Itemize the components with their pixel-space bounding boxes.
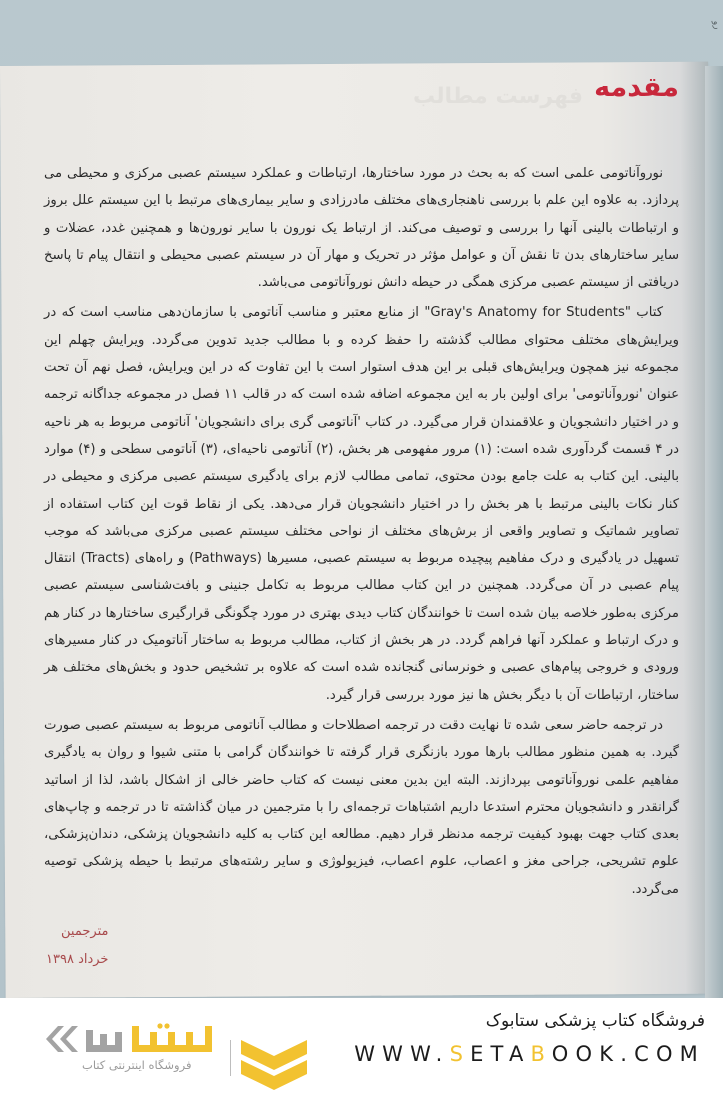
corner-mark: رو — [710, 19, 723, 31]
paragraph-2: کتاب "Gray's Anatomy for Students" از منابع معتبر و مناسب آناتومی با سازمان‌دهی مناسب است که در ویرایش‌های مختلف محتوای مطالب گذشته را حفظ کرده و با مطالب جدید تدوین می‌گردد. ویرایش چهلم این مجموعه نیز همچون ویرایش‌های قبلی بر این هدف استوار است با این تفاوت که در این ویرایش، فصل نهم آن تحت عنوان 'نوروآناتومی' برای اولین بار به این مجموعه اضافه شده است که در قالب ۱۱ فصل در مجموعه جداگانه ترجمه و در اختیار دانشجویان و علاقمندان قرار می‌گیرد. در کتاب 'آناتومی گری برای دانشجویان' آناتومی مربوط به هر ناحیه در ۴ قسمت گردآوری شده است: (۱) مرور مفهومی هر بخش، (۲) آناتومی ناحیه‌ای، (۳) آناتومی سطحی و (۴) موارد بالینی. این کتاب به علت جامع بودن محتوی، تمامی مطالب لازم برای یادگیری سیستم عصبی مرکزی و محیطی در کنار نکات بالینی مرتبط با هر بخش را در اختیار دانشجویان قرار می‌دهد. یکی از نقاط قوت این کتاب استفاده از تصاویر شماتیک و تصاویر واقعی از برش‌های مختلف از نواحی مختلف سیستم عصبی مرکزی می‌باشد که موجب تسهیل در یادگیری و درک مفاهیم پیچیده مربوط به سیستم عصبی، مسیرها (Pathways) و راه‌های (Tracts) انتقال پیام عصبی در آن می‌گردد. همچنین در این کتاب مطالب مربوط به تکامل جنینی و بافت‌شناسی سیستم عصبی مرکزی به‌طور خلاصه بیان شده است تا خوانندگان کتاب دیدی بهتری در مورد چگونگی قرارگیری ساختارها در کنار هم و درک ارتباط و عملکرد آنها فراهم گردد. در هر بخش از کتاب، مطالب مربوط به ساختار آناتومیک در کنار مسیرهای ورودی و خروجی پیام‌های عصبی و خونرسانی گنجانده شده است که علاوه بر تشخیص حدود و بخش‌های مختلف هر ساختار، ارتباطات آن با دیگر بخش ها نیز مورد بررسی قرار گیرد. — [44, 305, 680, 703]
translators-signature — [46, 918, 108, 974]
url-part-www: WWW. — [354, 1042, 450, 1066]
bleed-through-heading: فهرست مطالب — [412, 84, 583, 109]
paragraph-3: در ترجمه حاضر سعی شده تا نهایت دقت در ترجمه اصطلاحات و مطالب آناتومی مربوط به سیستم عصبی صورت گیرد. به همین منظور مطالب بارها مورد بازنگری قرار گرفته تا خوانندگان گرامی با متنی شیوا و روان به یادگیری مفاهیم علمی نوروآناتومی بپردازند. البته این بدین معنی نیست که کتاب حاضر خالی از اشکال باشد، لذا از اساتید گرانقدر و دانشجویان محترم استدعا داریم اشتباهات ترجمه‌ای را با مترجمین در میان گذاشته تا در ترجمه و چاپ‌های بعدی کتاب جهت بهبود کیفیت ترجمه مدنظر قرار دهیم. مطالعه این کتاب به کلیه دانشجویان پزشکی، دندان‌پزشکی، علوم تشریحی، جراحی مغز و اعصاب، علوم اعصاب، فیزیولوژی و سایر رشته‌های مرتبط با حیطه پزشکی توصیه می‌گردد. — [44, 717, 679, 897]
store-url-link[interactable] — [354, 1042, 705, 1066]
chevron-emblem-icon — [239, 1036, 309, 1094]
preface-body — [44, 160, 679, 906]
store-footer — [0, 998, 723, 1080]
url-part-s: S — [449, 1042, 471, 1066]
logo-divider — [230, 1040, 231, 1076]
url-part-b: B — [530, 1042, 552, 1066]
signature-date: خرداد ۱۳۹۸ — [46, 952, 109, 967]
page-title: مقدمه — [594, 72, 679, 103]
store-name: فروشگاه کتاب پزشکی ستابوک — [485, 1011, 705, 1031]
signature-role: مترجمین — [61, 924, 109, 939]
url-part-ook: OOK.COM — [551, 1042, 705, 1066]
url-part-eta: ETA — [470, 1042, 531, 1066]
setabook-logo[interactable] — [34, 1014, 279, 1074]
paragraph-1: نوروآناتومی علمی است که به بحث در مورد ساختارها، ارتباطات و عملکرد سیستم عصبی مرکزی و محیطی می پردازد. به علاوه این علم با بررسی ناهنجاری‌های مختلف مادرزادی و سایر بیماری‌های مرتبط با این سیستم علل بروز و ارتباطات بالینی آنها را بررسی و توصیف می‌کند. از ارتباط یک نورون با سایر نورون‌ها و همچنین غدد، عضلات و سایر ساختارهای بدن تا نقش آن و عوامل مؤثر در تحریک و مهار آن در سیستم عصبی محیطی و انتقال پیام تا پاسخ دریافتی از سیستم عصبی مرکزی همگی در حیطه دانش نوروآناتومی می‌باشد. — [44, 166, 679, 291]
logo-tagline: فروشگاه اینترنتی کتاب — [82, 1058, 192, 1072]
setabook-wordmark-icon — [40, 1022, 225, 1056]
page-edge-shadow — [705, 66, 723, 998]
